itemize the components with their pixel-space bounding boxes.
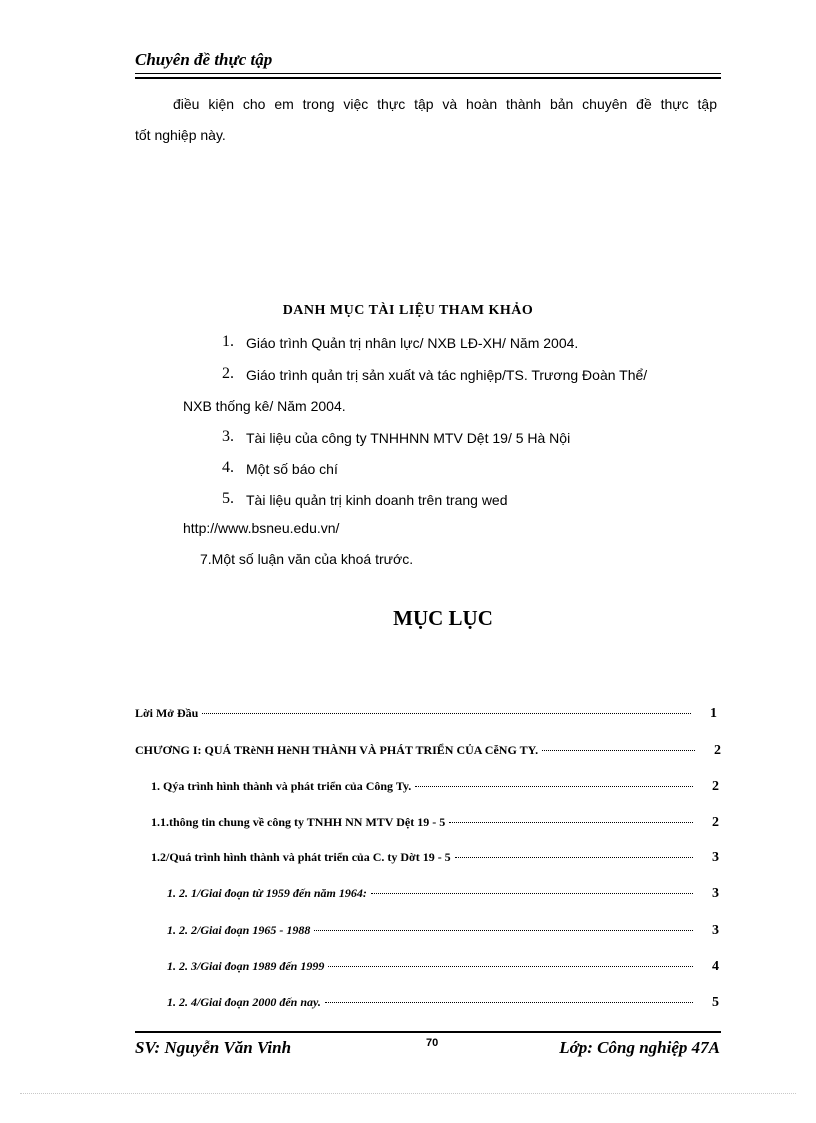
toc-leader	[371, 892, 693, 894]
toc-entry-page: 2	[712, 779, 719, 794]
reference-number: 4.	[222, 459, 234, 476]
reference-text: Giáo trình Quản trị nhân lực/ NXB LĐ-XH/ Năm 2004.	[246, 335, 579, 351]
footer-rule	[135, 1031, 721, 1033]
toc-entry[interactable]	[135, 706, 717, 722]
toc-entry-page: 2	[714, 743, 721, 758]
footer-student-name: SV: Nguyễn Văn Vinh	[135, 1038, 292, 1057]
toc-leader	[325, 1001, 693, 1003]
toc-entry[interactable]	[135, 743, 721, 759]
toc-entry-page: 3	[712, 923, 719, 938]
toc-entry[interactable]	[167, 923, 719, 939]
footer-page-number: 70	[426, 1037, 439, 1049]
toc-entry-label: 1. 2. 4/Giai đoạn 2000 đến nay.	[167, 995, 321, 1009]
toc-leader	[455, 856, 693, 858]
toc-entry-label: 1. 2. 2/Giai đoạn 1965 - 1988	[167, 923, 311, 937]
toc-entry-label: 1.1.thông tin chung về công ty TNHH NN MTV Dệt 19 - 5	[151, 815, 446, 829]
toc-entry-page: 2	[712, 815, 719, 830]
reference-url: http://www.bsneu.edu.vn/	[183, 520, 340, 536]
toc-entry-label: 1. 2. 1/Giai đoạn từ 1959 đến năm 1964:	[167, 886, 367, 900]
toc-entry-label: Lời Mở Đầu	[135, 706, 199, 720]
footer-class-name: Lớp: Công nghiệp 47A	[559, 1038, 720, 1057]
reference-text: Giáo trình quản trị sản xuất và tác nghiệp/TS. Trương Đoàn Thể/	[246, 367, 648, 383]
toc-leader	[314, 929, 693, 931]
toc-entry-page: 4	[712, 959, 719, 974]
toc-leader	[202, 712, 691, 714]
toc-entry-page: 1	[710, 706, 717, 721]
reference-text: Tài liệu quản trị kinh doanh trên trang wed	[246, 492, 508, 508]
header-title: Chuyên đề thực tập	[135, 50, 273, 69]
toc-entry[interactable]	[151, 815, 719, 831]
reference-item-7: 7.Một số luận văn của khoá trước.	[200, 551, 414, 567]
reference-continuation: NXB thống kê/ Năm 2004.	[183, 398, 346, 414]
reference-number: 3.	[222, 428, 234, 445]
references-title: DANH MỤC TÀI LIỆU THAM KHẢO	[282, 303, 534, 318]
header-rule-thick	[135, 77, 721, 79]
intro-line-2: tốt nghiệp này.	[135, 127, 226, 143]
toc-title: MỤC LỤC	[393, 606, 493, 630]
page-bottom-divider	[20, 1093, 796, 1094]
toc-entry-page: 3	[712, 886, 719, 901]
toc-leader	[449, 821, 693, 823]
toc-entry-label: 1.2/Quá trình hình thành và phát triển của C. ty Dờt 19 - 5	[151, 850, 451, 864]
toc-entry-page: 5	[712, 995, 719, 1010]
toc-leader	[328, 965, 693, 967]
reference-text: Tài liệu của công ty TNHHNN MTV Dệt 19/ 5 Hà Nội	[246, 430, 571, 446]
toc-entry[interactable]	[151, 850, 719, 866]
toc-entry[interactable]	[167, 959, 719, 975]
header-rule-thin	[135, 73, 721, 74]
reference-text: Một số báo chí	[246, 461, 338, 477]
reference-number: 1.	[222, 333, 234, 350]
toc-entry-page: 3	[712, 850, 719, 865]
toc-entry-label: 1. 2. 3/Giai đoạn 1989 đến 1999	[167, 959, 325, 973]
toc-leader	[542, 749, 695, 751]
toc-leader	[415, 785, 693, 787]
toc-entry[interactable]	[167, 886, 719, 902]
reference-number: 2.	[222, 365, 234, 382]
intro-line-1: điều kiện cho em trong việc thực tập và hoàn thành bản chuyên đề thực tập	[173, 96, 717, 112]
toc-entry[interactable]	[167, 995, 719, 1011]
reference-number: 5.	[222, 490, 234, 507]
toc-entry-label: 1. Qýa trình hình thành và phát triển của Công Ty.	[151, 779, 412, 793]
toc-entry-label: CHƯƠNG I: QUÁ TRèNH HèNH THÀNH VÀ PHÁT TRIỂN CỦA CễNG TY.	[135, 743, 539, 757]
toc-entry[interactable]	[151, 779, 719, 795]
